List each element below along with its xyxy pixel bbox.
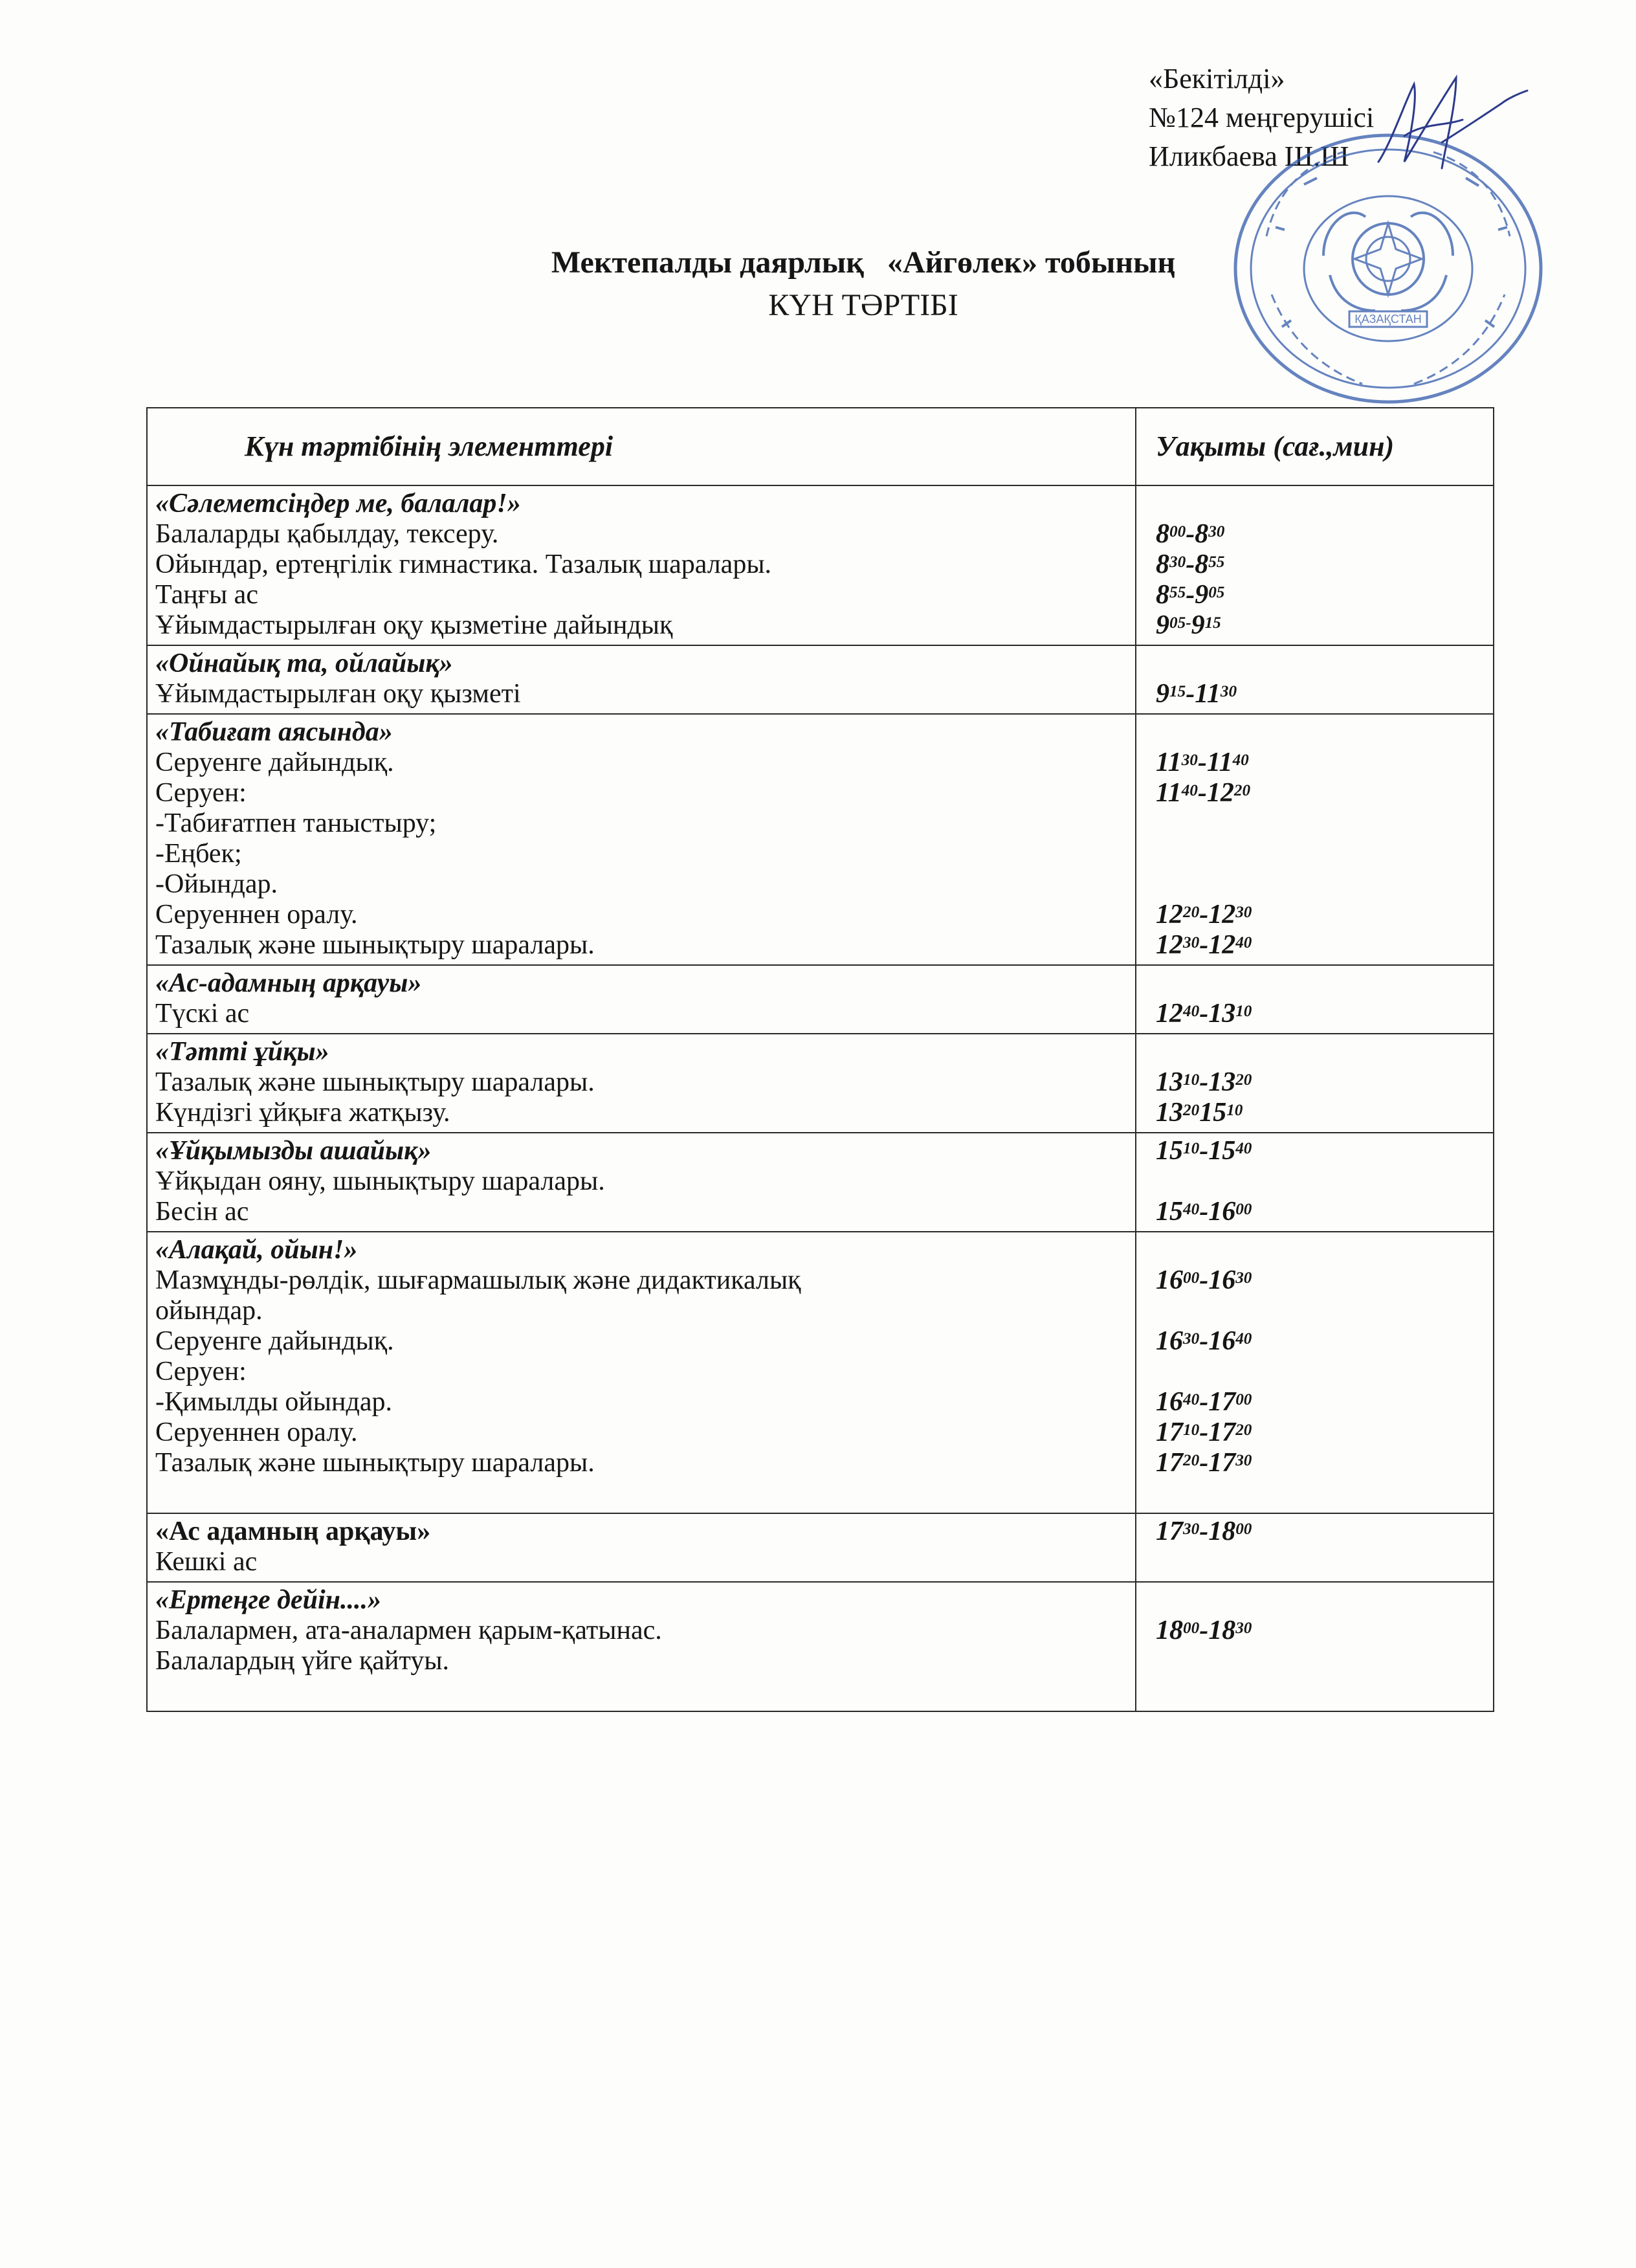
time-line (1156, 550, 1488, 580)
time-cell (1136, 1582, 1494, 1711)
time-sep: - (1197, 778, 1207, 808)
time-range (1156, 748, 1249, 777)
section-title: «Табиғат аясында» (155, 717, 393, 747)
time-range (1156, 580, 1224, 610)
time-h1: 12 (1156, 999, 1183, 1028)
table-row (147, 485, 1494, 645)
time-h2: 16 (1208, 1197, 1236, 1227)
time-h1: 13 (1156, 1067, 1183, 1097)
header-time: Уақыты (сағ.,мин) (1136, 408, 1494, 485)
time-m1: 30 (1183, 934, 1200, 952)
activity-item: Тазалық және шынықтыру шаралары. (155, 1448, 595, 1478)
time-range (1156, 930, 1252, 960)
time-m1: 30 (1183, 1330, 1200, 1348)
table-row (147, 1232, 1494, 1513)
activity-cell (147, 1232, 1136, 1513)
time-range (1156, 1616, 1252, 1645)
time-cell (1136, 1034, 1494, 1133)
activity-cell (147, 714, 1136, 965)
activity-item: Балаларды қабылдау, тексеру. (155, 519, 499, 549)
time-cell (1136, 1513, 1494, 1582)
time-h2: 15 (1199, 1098, 1227, 1128)
time-m2: 40 (1235, 1140, 1252, 1158)
time-h2: 9 (1195, 580, 1209, 610)
time-h2: 12 (1206, 778, 1234, 808)
section-title: «Ұйқымызды ашайық» (155, 1136, 432, 1166)
time-h1: 16 (1156, 1265, 1183, 1295)
time-line (1156, 1265, 1488, 1296)
activity-cell (147, 1513, 1136, 1582)
time-m1: 30 (1169, 553, 1186, 572)
time-line (1156, 1357, 1488, 1387)
time-range (1156, 519, 1224, 549)
time-h2: 11 (1195, 679, 1221, 709)
time-sep: - (1186, 679, 1195, 709)
time-m2: 00 (1235, 1391, 1252, 1409)
activity-item: Серуеннен оралу. (155, 900, 358, 929)
title-daily-schedule: КҮН ТӘРТІБІ (768, 288, 958, 322)
time-h2: 13 (1208, 999, 1236, 1028)
time-m2: 10 (1226, 1102, 1243, 1120)
time-h1: 16 (1156, 1326, 1183, 1356)
time-m1: 00 (1183, 1269, 1200, 1287)
section-title: «Ойнайық та, ойлайық» (155, 649, 453, 678)
time-m2: 30 (1208, 523, 1225, 541)
time-sep: - (1199, 1418, 1209, 1447)
activity-item: Серуеннен оралу. (155, 1418, 358, 1447)
time-m2: 30 (1235, 904, 1252, 922)
time-sep: - (1199, 900, 1209, 929)
time-range (1156, 778, 1250, 808)
approval-heading: «Бекітілді» (1149, 63, 1285, 94)
time-line (1156, 999, 1488, 1029)
time-range (1156, 1326, 1252, 1356)
time-m2: 05 (1208, 584, 1225, 602)
time-h1: 11 (1156, 778, 1182, 808)
time-h1: 11 (1156, 748, 1182, 777)
time-h1: 17 (1156, 1448, 1183, 1478)
activity-item: ойындар. (155, 1296, 263, 1326)
activity-item: -Еңбек; (155, 839, 242, 869)
time-m1: 10 (1183, 1421, 1200, 1440)
time-line (1156, 1547, 1488, 1577)
time-m1: 05- (1169, 614, 1191, 632)
time-h1: 17 (1156, 1418, 1183, 1447)
time-h2: 16 (1208, 1265, 1236, 1295)
time-sep: - (1199, 930, 1209, 960)
time-line (1156, 1448, 1488, 1478)
time-range (1156, 1136, 1252, 1166)
time-m2: 20 (1235, 1071, 1252, 1089)
handwritten-signature-icon (1365, 65, 1534, 181)
time-line (1156, 1166, 1488, 1197)
time-h1: 16 (1156, 1387, 1183, 1417)
table-row (147, 1133, 1494, 1232)
time-range (1156, 1265, 1252, 1295)
time-line (1156, 1387, 1488, 1418)
section-time-line (1156, 1136, 1488, 1166)
time-h2: 18 (1208, 1616, 1236, 1645)
blank-line (155, 1676, 1130, 1707)
time-h1: 12 (1156, 930, 1183, 960)
activity-item: Серуен: (155, 778, 247, 808)
time-m2: 30 (1220, 683, 1237, 701)
time-m2: 20 (1235, 1421, 1252, 1440)
time-m1: 00 (1183, 1619, 1200, 1638)
time-m1: 55 (1169, 584, 1186, 602)
time-h2: 17 (1208, 1387, 1236, 1417)
activity-item: Бесін ас (155, 1197, 249, 1227)
time-m1: 20 (1183, 904, 1200, 922)
section-title: «Сәлеметсіңдер ме, балалар!» (155, 489, 521, 518)
activity-item: Ұйымдастырылған оқу қызметіне дайындық (155, 610, 673, 640)
blank-line (155, 1478, 1130, 1509)
time-m2: 10 (1235, 1003, 1252, 1021)
time-m1: 00 (1169, 523, 1186, 541)
section-time-line (1156, 1235, 1488, 1265)
time-m1: 40 (1183, 1201, 1200, 1219)
activity-item: Ойындар, ертеңгілік гимнастика. Тазалық шаралары. (155, 550, 772, 579)
time-line (1156, 610, 1488, 641)
time-h1: 9 (1156, 610, 1169, 640)
time-m1: 15 (1169, 683, 1186, 701)
time-m1: 20 (1183, 1102, 1200, 1120)
time-h2: 18 (1208, 1517, 1236, 1546)
title-group: Мектепалды даярлық «Айгөлек» тобының (551, 245, 1176, 280)
section-title: «Ас адамның арқауы» (155, 1517, 431, 1546)
time-line (1156, 519, 1488, 550)
time-sep: - (1199, 1067, 1209, 1097)
section-title: «Ертеңге дейін....» (155, 1585, 382, 1615)
time-h1: 8 (1156, 519, 1169, 549)
activity-item: Серуенге дайындық. (155, 1326, 394, 1356)
time-h1: 9 (1156, 679, 1169, 709)
activity-cell (147, 1582, 1136, 1711)
time-range (1156, 1197, 1252, 1227)
time-sep: - (1199, 1326, 1209, 1356)
time-range (1156, 1517, 1252, 1546)
time-h1: 8 (1156, 550, 1169, 579)
time-range (1156, 550, 1224, 579)
time-h2: 12 (1208, 900, 1236, 929)
activity-item: Балалармен, ата-аналармен қарым-қатынас. (155, 1616, 662, 1645)
table-row (147, 1034, 1494, 1133)
table-row (147, 965, 1494, 1034)
time-line (1156, 1098, 1488, 1128)
section-time-line (1156, 717, 1488, 748)
section-time-line (1156, 1037, 1488, 1067)
activity-item: Ұйымдастырылған оқу қызметі (155, 679, 521, 709)
activity-item: Балалардың үйге қайтуы. (155, 1646, 450, 1676)
time-range (1156, 1418, 1252, 1447)
activity-cell (147, 1034, 1136, 1133)
time-sep: - (1186, 580, 1195, 610)
time-line (1156, 808, 1488, 839)
time-range (1156, 1098, 1243, 1128)
time-m2: 30 (1235, 1269, 1252, 1287)
time-line (1156, 748, 1488, 778)
activity-item: Тазалық және шынықтыру шаралары. (155, 930, 595, 960)
time-line (1156, 900, 1488, 930)
time-sep: - (1197, 748, 1207, 777)
activity-item: Түскі ас (155, 999, 250, 1028)
time-m2: 40 (1235, 934, 1252, 952)
time-m2: 15 (1204, 614, 1221, 632)
time-m2: 30 (1235, 1619, 1252, 1638)
time-sep: - (1186, 550, 1195, 579)
time-h2: 9 (1191, 610, 1205, 640)
time-line (1156, 1326, 1488, 1357)
time-sep: - (1199, 999, 1209, 1028)
time-sep: - (1199, 1517, 1209, 1546)
time-range (1156, 999, 1252, 1028)
section-title: «Тәтті ұйқы» (155, 1037, 329, 1067)
time-line (1156, 1646, 1488, 1676)
time-m1: 30 (1181, 751, 1198, 770)
section-title: «Ас-адамның арқауы» (155, 968, 422, 998)
time-line (1156, 679, 1488, 709)
time-range (1156, 679, 1237, 709)
time-h1: 12 (1156, 900, 1183, 929)
time-sep: - (1199, 1448, 1209, 1478)
time-sep: - (1199, 1387, 1209, 1417)
time-line (1156, 580, 1488, 610)
approval-name: Иликбаева Ш.Ш (1149, 140, 1349, 172)
activity-cell (147, 645, 1136, 714)
time-m1: 20 (1183, 1452, 1200, 1470)
time-range (1156, 900, 1252, 929)
time-h1: 8 (1156, 580, 1169, 610)
section-title: «Алақай, ойын!» (155, 1235, 358, 1265)
time-m2: 00 (1235, 1520, 1252, 1539)
activity-item: -Қимылды ойындар. (155, 1387, 393, 1417)
time-m1: 10 (1183, 1071, 1200, 1089)
time-line (1156, 1616, 1488, 1646)
time-cell (1136, 714, 1494, 965)
section-time-line (1156, 968, 1488, 999)
time-cell (1136, 485, 1494, 645)
activity-item: Таңғы ас (155, 580, 258, 610)
time-line (1156, 1067, 1488, 1098)
stamp-text: ҚАЗАҚСТАН (1354, 313, 1422, 326)
approval-position: №124 меңгерушісі (1149, 102, 1375, 133)
time-sep: - (1199, 1197, 1209, 1227)
time-h2: 16 (1208, 1326, 1236, 1356)
activity-item: Мазмұнды-рөлдік, шығармашылық және дидактикалық (155, 1265, 801, 1295)
time-line (1156, 1418, 1488, 1448)
document-title (0, 242, 1636, 326)
activity-cell (147, 1133, 1136, 1232)
activity-item: Күндізгі ұйқыға жатқызу. (155, 1098, 450, 1128)
time-h2: 15 (1208, 1136, 1236, 1166)
time-line (1156, 1197, 1488, 1227)
daily-schedule-table (146, 407, 1494, 1712)
time-h1: 15 (1156, 1136, 1183, 1166)
time-m2: 30 (1235, 1452, 1252, 1470)
time-line (1156, 778, 1488, 808)
time-line (1156, 1296, 1488, 1326)
time-m1: 40 (1183, 1003, 1200, 1021)
table-header-row (147, 408, 1494, 485)
activity-cell (147, 485, 1136, 645)
time-m2: 55 (1208, 553, 1225, 572)
table-row (147, 1582, 1494, 1711)
time-h2: 8 (1195, 519, 1209, 549)
activity-item: Ұйқыдан ояну, шынықтыру шаралары. (155, 1166, 605, 1196)
activity-item: Тазалық және шынықтыру шаралары. (155, 1067, 595, 1097)
time-h1: 18 (1156, 1616, 1183, 1645)
time-cell (1136, 645, 1494, 714)
time-range (1156, 1067, 1252, 1097)
header-elements: Күн тәртібінің элементтері (147, 408, 1136, 485)
time-sep: - (1199, 1265, 1209, 1295)
time-range (1156, 1448, 1252, 1478)
time-h1: 15 (1156, 1197, 1183, 1227)
time-range (1156, 1387, 1252, 1417)
section-time-line (1156, 1517, 1488, 1547)
time-sep: - (1186, 519, 1195, 549)
time-line (1156, 869, 1488, 900)
time-m2: 40 (1232, 751, 1249, 770)
section-time-line (1156, 489, 1488, 519)
time-sep: - (1199, 1616, 1209, 1645)
activity-item: -Табиғатпен таныстыру; (155, 808, 437, 838)
time-range (1156, 610, 1221, 640)
time-h1: 13 (1156, 1098, 1183, 1128)
time-h2: 13 (1208, 1067, 1236, 1097)
time-h2: 17 (1208, 1418, 1236, 1447)
section-time-line (1156, 1585, 1488, 1616)
activity-cell (147, 965, 1136, 1034)
time-m1: 40 (1181, 782, 1198, 800)
table-row (147, 714, 1494, 965)
time-cell (1136, 965, 1494, 1034)
time-cell (1136, 1133, 1494, 1232)
time-line (1156, 839, 1488, 869)
time-h1: 17 (1156, 1517, 1183, 1546)
table-row (147, 645, 1494, 714)
time-m2: 20 (1233, 782, 1251, 800)
time-m2: 00 (1235, 1201, 1252, 1219)
time-h2: 8 (1195, 550, 1209, 579)
activity-item: -Ойындар. (155, 869, 278, 899)
activity-item: Серуен: (155, 1357, 247, 1386)
time-h2: 17 (1208, 1448, 1236, 1478)
time-line (1156, 930, 1488, 961)
time-m1: 10 (1183, 1140, 1200, 1158)
activity-item: Серуенге дайындық. (155, 748, 394, 777)
time-m1: 30 (1183, 1520, 1200, 1539)
schedule-body (147, 408, 1494, 1711)
time-h2: 12 (1208, 930, 1236, 960)
time-cell (1136, 1232, 1494, 1513)
time-sep: - (1199, 1136, 1209, 1166)
table-row (147, 1513, 1494, 1582)
time-m1: 40 (1183, 1391, 1200, 1409)
time-m2: 40 (1235, 1330, 1252, 1348)
section-time-line (1156, 649, 1488, 679)
activity-item: Кешкі ас (155, 1547, 258, 1577)
time-h2: 11 (1206, 748, 1233, 777)
